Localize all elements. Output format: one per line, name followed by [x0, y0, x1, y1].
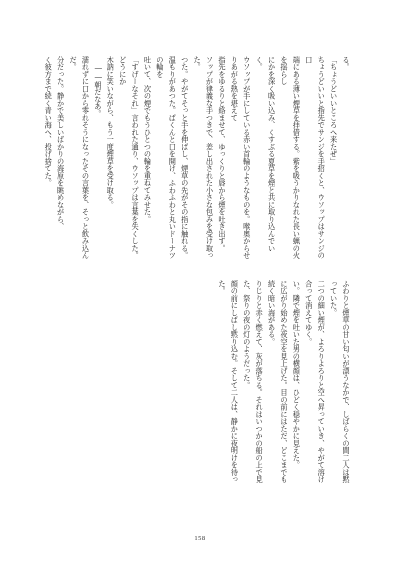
text-column: 濡れずに口から零れそうになったその言葉を、そっと飲み込んだ。 — [69, 56, 91, 259]
text-column: 端にある薄い煙草を拝借する。紫を吸うかりなれた長い蝋の火を揺らし — [279, 56, 302, 259]
lower-text-block — [56, 280, 352, 490]
upper-text-block — [44, 56, 352, 266]
text-column: りじりと赤く燃えて、灰が落ちる。それはいつかの船の上で見た、祭りの夜の灯のようだった。 — [242, 280, 265, 483]
text-column: 「ちょうどいいところへ来たぜ」 — [329, 56, 339, 165]
text-column: 二つの細い煙が、よろりよろりと空へ昇っていき、やがて溶け合って消えてゆく。 — [304, 280, 327, 483]
text-column: 指先をゆるりと絡ませて、ゆっくりと唇から煙を吐き出す。 — [217, 56, 227, 252]
page-number: 158 — [194, 535, 206, 542]
text-column: 吐いて、次の煙でもうひとつの輪を重ねてみせた。 — [143, 56, 153, 223]
text-column: ウソップが手にしている赤い首輪のようなものを。喉奥からせりあがる熱を堪えて — [230, 56, 252, 259]
text-column: 木訥に笑いながら、もう一度煙草を受け取る。 — [106, 56, 116, 209]
text-column: く彼方まで続く青い海へ、投げ捨てた。 — [44, 56, 54, 187]
text-column: ちょうどいいと指先でサンジを手招くと、ウソップはサンジの口 — [304, 56, 327, 259]
text-column: 温もりがあつた。ぱくんと口を開け、ふわふわと丸いドーナツの輪を — [155, 56, 178, 259]
dialogue-column: ――朝だなあ。 — [93, 63, 103, 118]
text-column: ふわりと煙草の甘い匂いが漂うなかで、しばらくの間二人は黙っていた。 — [329, 280, 351, 483]
text-column: 「すげーなそれ」言われた通り、ウソップは言葉を失くした。どうにか — [118, 56, 141, 259]
text-column: にかを深く吸い込み、くすぶる夏草を煙と共に取り込んでいく。 — [255, 56, 277, 252]
text-column: 分だった。静かで美しいばかりの海原を眺めながら、 — [56, 56, 66, 230]
text-column: ソップが律義な手つきで、差し出された小さな包みを受け取った。 — [193, 56, 215, 259]
text-column: い。隣で煙を吐いた男の横顔は、ひどく穏やかに見えた。 — [292, 280, 302, 469]
text-column: る。 — [342, 56, 351, 71]
text-column: つた。やがてそっと手を伸ばし、煙草の先がその指に触れる。 — [180, 56, 190, 259]
text-column: 顔の前にしばし黙り込む。そして二人は、静かに夜明けを待った。 — [217, 280, 240, 483]
text-column: に広がり始めた夜空を見上げた。目の前にはただ、どこまでも続く暗い海がある。 — [267, 280, 289, 483]
